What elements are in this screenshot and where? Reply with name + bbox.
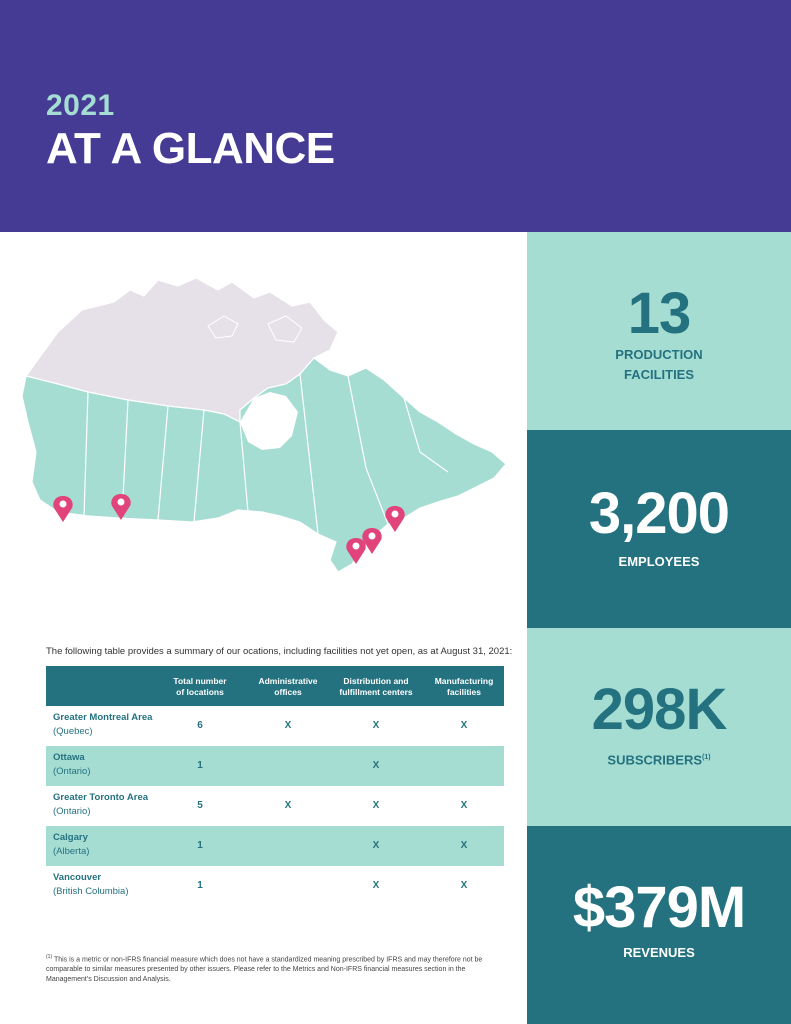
stat-subscribers [527,628,791,826]
stat-label: EMPLOYEES [618,554,700,569]
stat-employees [527,430,791,628]
location-name: Calgary [53,832,88,843]
stat-label: SUBSCRIBERS$^{(1)}$ [607,752,711,768]
location-name: Greater Toronto Area [53,792,149,803]
cell-total: 5 [197,800,203,811]
footnote [46,952,506,985]
location-name: Greater Montreal Area [53,712,153,723]
map-pin-icon [385,506,404,532]
footnote-marker: (1) [46,954,53,960]
cell-total: 1 [197,840,203,851]
column-header-admin: Administrative offices [258,676,318,697]
table-row [46,786,504,826]
canada-map [18,272,510,612]
table-row [46,826,504,866]
location-region: (Ontario) [53,806,91,817]
location-region: (Quebec) [53,726,93,737]
stat-revenues [527,826,791,1024]
cell-total: 1 [197,880,203,891]
stat-value: 298K [591,677,727,742]
stats-column [527,232,791,1024]
cell-total: 6 [197,720,203,731]
cell-total: 1 [197,760,203,771]
location-name: Ottawa [53,752,85,763]
cell-distribution: X [372,880,380,891]
cell-admin: X [284,800,292,811]
table-row [46,706,504,746]
column-header-manufacturing: Manufacturing facilities [434,676,494,697]
stat-label: FACILITIES [623,367,695,382]
column-header-distribution: Distribution and fulfillment centers [339,676,413,697]
table-row [46,866,504,906]
stat-value: $379M [572,875,746,940]
location-region: (British Columbia) [53,886,129,897]
map-pin-icon [362,528,381,554]
table-header [46,666,504,706]
stat-value: 13 [627,281,691,346]
cell-manufacturing: X [460,800,468,811]
location-name: Vancouver [53,872,102,883]
header-banner [0,0,791,232]
cell-distribution: X [372,800,380,811]
stat-label: PRODUCTION [615,347,703,362]
stat-value: 3,200 [588,481,730,546]
cell-manufacturing: X [460,880,468,891]
footnote-text: This is a metric or non-IFRS financial measure which does not have a standardized meaning prescribed by IFRS and may therefore not be comparable to similar measures presented by other issuers. Please refer to the Metrics and Non-IFRS financial measures section in the Management's Discussion and Analysis. [46,956,483,984]
cell-manufacturing: X [460,840,468,851]
location-region: (Ontario) [53,766,91,777]
column-header-total: Total number of locations [173,676,227,697]
stat-label: REVENUES [623,945,695,960]
map-pin-icon [53,496,72,522]
table-row [46,746,504,786]
report-year: 2021 [46,89,115,122]
stat-production-facilities [527,232,791,430]
cell-admin: X [284,720,292,731]
locations-table [46,666,504,906]
cell-distribution: X [372,720,380,731]
cell-manufacturing: X [460,720,468,731]
page-title: AT A GLANCE [46,124,335,173]
table-intro: The following table provides a summary of our ocations, including facilities not yet open, as at August 31, 2021: [46,646,513,657]
cell-distribution: X [372,760,380,771]
cell-distribution: X [372,840,380,851]
location-region: (Alberta) [53,846,90,857]
